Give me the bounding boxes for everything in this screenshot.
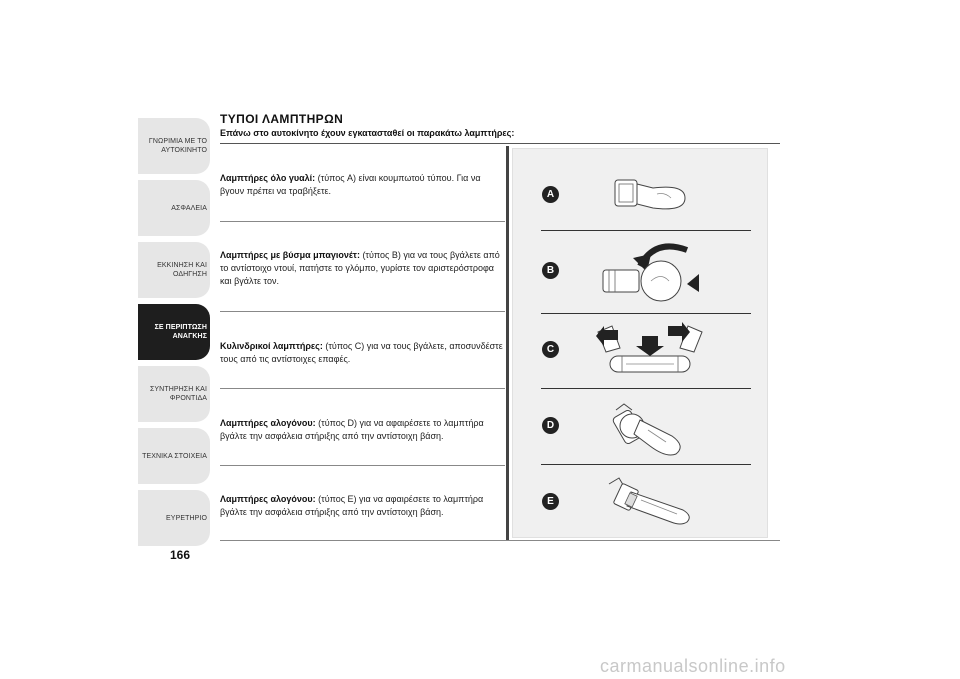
sidebar-tab-index[interactable]	[138, 490, 210, 546]
divider	[220, 388, 505, 389]
page-title: ΤΥΠΟΙ ΛΑΜΠΤΗΡΩΝ	[220, 112, 344, 126]
divider	[220, 311, 505, 312]
sidebar-tab-label: ΣΕ ΠΕΡΙΠΤΩΣΗ	[154, 324, 207, 331]
bulb-type-text: (τύπος A) είναι κουμπωτού τύπου. Για να βγουν πρέπει να τραβήξετε.	[220, 173, 481, 196]
sidebar-tab-technical-data[interactable]	[138, 428, 210, 484]
divider	[541, 313, 751, 314]
bulb-type-label: Κυλινδρικοί λαμπτήρες:	[220, 341, 323, 351]
sidebar-tab-label: ΑΣΦΑΛΕΙΑ	[171, 204, 207, 212]
sidebar-tab-label: ΑΝΑΓΚΗΣ	[172, 333, 207, 340]
divider	[541, 464, 751, 465]
divider	[220, 540, 780, 541]
letter-badge-d: D	[542, 417, 559, 434]
bulb-description-a	[220, 172, 505, 198]
bulb-type-text: (τύπος E) για να αφαιρέσετε το λαμπτήρα βγάλτε την ασφάλεια στήριξης από την αντίστοιχη βάση.	[220, 494, 484, 517]
bulb-type-label: Λαμπτήρες όλο γυαλί:	[220, 173, 316, 183]
letter-badge-a: A	[542, 186, 559, 203]
bulb-type-text: (τύπος C) για να τους βγάλετε, αποσυνδέστε τους από τις αντίστοιχες επαφές.	[220, 341, 503, 364]
sidebar-tab-label: ΣΥΝΤΗΡΗΣΗ ΚΑΙ	[149, 386, 207, 393]
sidebar-tab-label: ΕΚΚΙΝΗΣΗ ΚΑΙ	[157, 262, 207, 269]
festoon-bulb-icon	[590, 322, 710, 378]
bulb-type-text: (τύπος B) για να τους βγάλετε από το αντίστοιχο ντουί, πατήστε το γλόμπο, γυρίστε τον αριστερόστροφα και βγάλτε τον.	[220, 250, 500, 286]
sidebar-tab-label: ΤΕΧΝΙΚΑ ΣΤΟΙΧΕΙΑ	[142, 452, 207, 460]
divider	[541, 388, 751, 389]
divider	[220, 465, 505, 466]
sidebar-tab-safety[interactable]	[138, 180, 210, 236]
page-subtitle: Επάνω στο αυτοκίνητο έχουν εγκατασταθεί οι παρακάτω λαμπτήρες:	[220, 128, 515, 138]
divider	[220, 221, 505, 222]
bulb-type-label: Λαμπτήρες αλογόνου:	[220, 418, 316, 428]
sidebar-tab-label: ΦΡΟΝΤΙΔΑ	[169, 395, 207, 402]
sidebar-tab-label: ΟΔΗΓΗΣΗ	[172, 271, 207, 278]
sidebar-tab-label: ΕΥΡΕΤΗΡΙΟ	[166, 514, 207, 522]
bulb-description-d	[220, 417, 505, 443]
letter-badge-b: B	[542, 262, 559, 279]
sidebar-tab-label: ΑΥΤΟΚΙΝΗΤΟ	[161, 147, 207, 154]
bulb-type-label: Λαμπτήρες αλογόνου:	[220, 494, 316, 504]
letter-badge-c: C	[542, 341, 559, 358]
bulb-description-c	[220, 340, 505, 366]
bulb-description-b	[220, 249, 505, 288]
divider	[220, 143, 780, 144]
sidebar-tab-maintenance[interactable]	[138, 366, 210, 422]
bayonet-bulb-icon	[595, 236, 705, 306]
halogen-bulb-d-icon	[610, 400, 700, 460]
page-number: 166	[170, 548, 191, 562]
watermark: carmanualsonline.info	[600, 656, 786, 676]
bulb-description-e	[220, 493, 505, 519]
bulb-type-text: (τύπος D) για να αφαιρέσετε το λαμπτήρα βγάλτε την ασφάλεια στήριξης από την αντίστοιχη βάση.	[220, 418, 484, 441]
halogen-bulb-e-icon	[605, 476, 705, 532]
all-glass-bulb-icon	[605, 170, 695, 220]
divider	[541, 230, 751, 231]
sidebar-tab-starting-driving[interactable]	[138, 242, 210, 298]
sidebar-tab-getting-to-know[interactable]	[138, 118, 210, 174]
letter-badge-e: E	[542, 493, 559, 510]
sidebar-tab-emergency[interactable]	[138, 304, 210, 360]
bulb-type-label: Λαμπτήρες με βύσμα μπαγιονέτ:	[220, 250, 360, 260]
sidebar-tab-label: ΓΝΩΡΙΜΙΑ ΜΕ ΤΟ	[148, 138, 207, 145]
column-separator	[506, 146, 509, 541]
